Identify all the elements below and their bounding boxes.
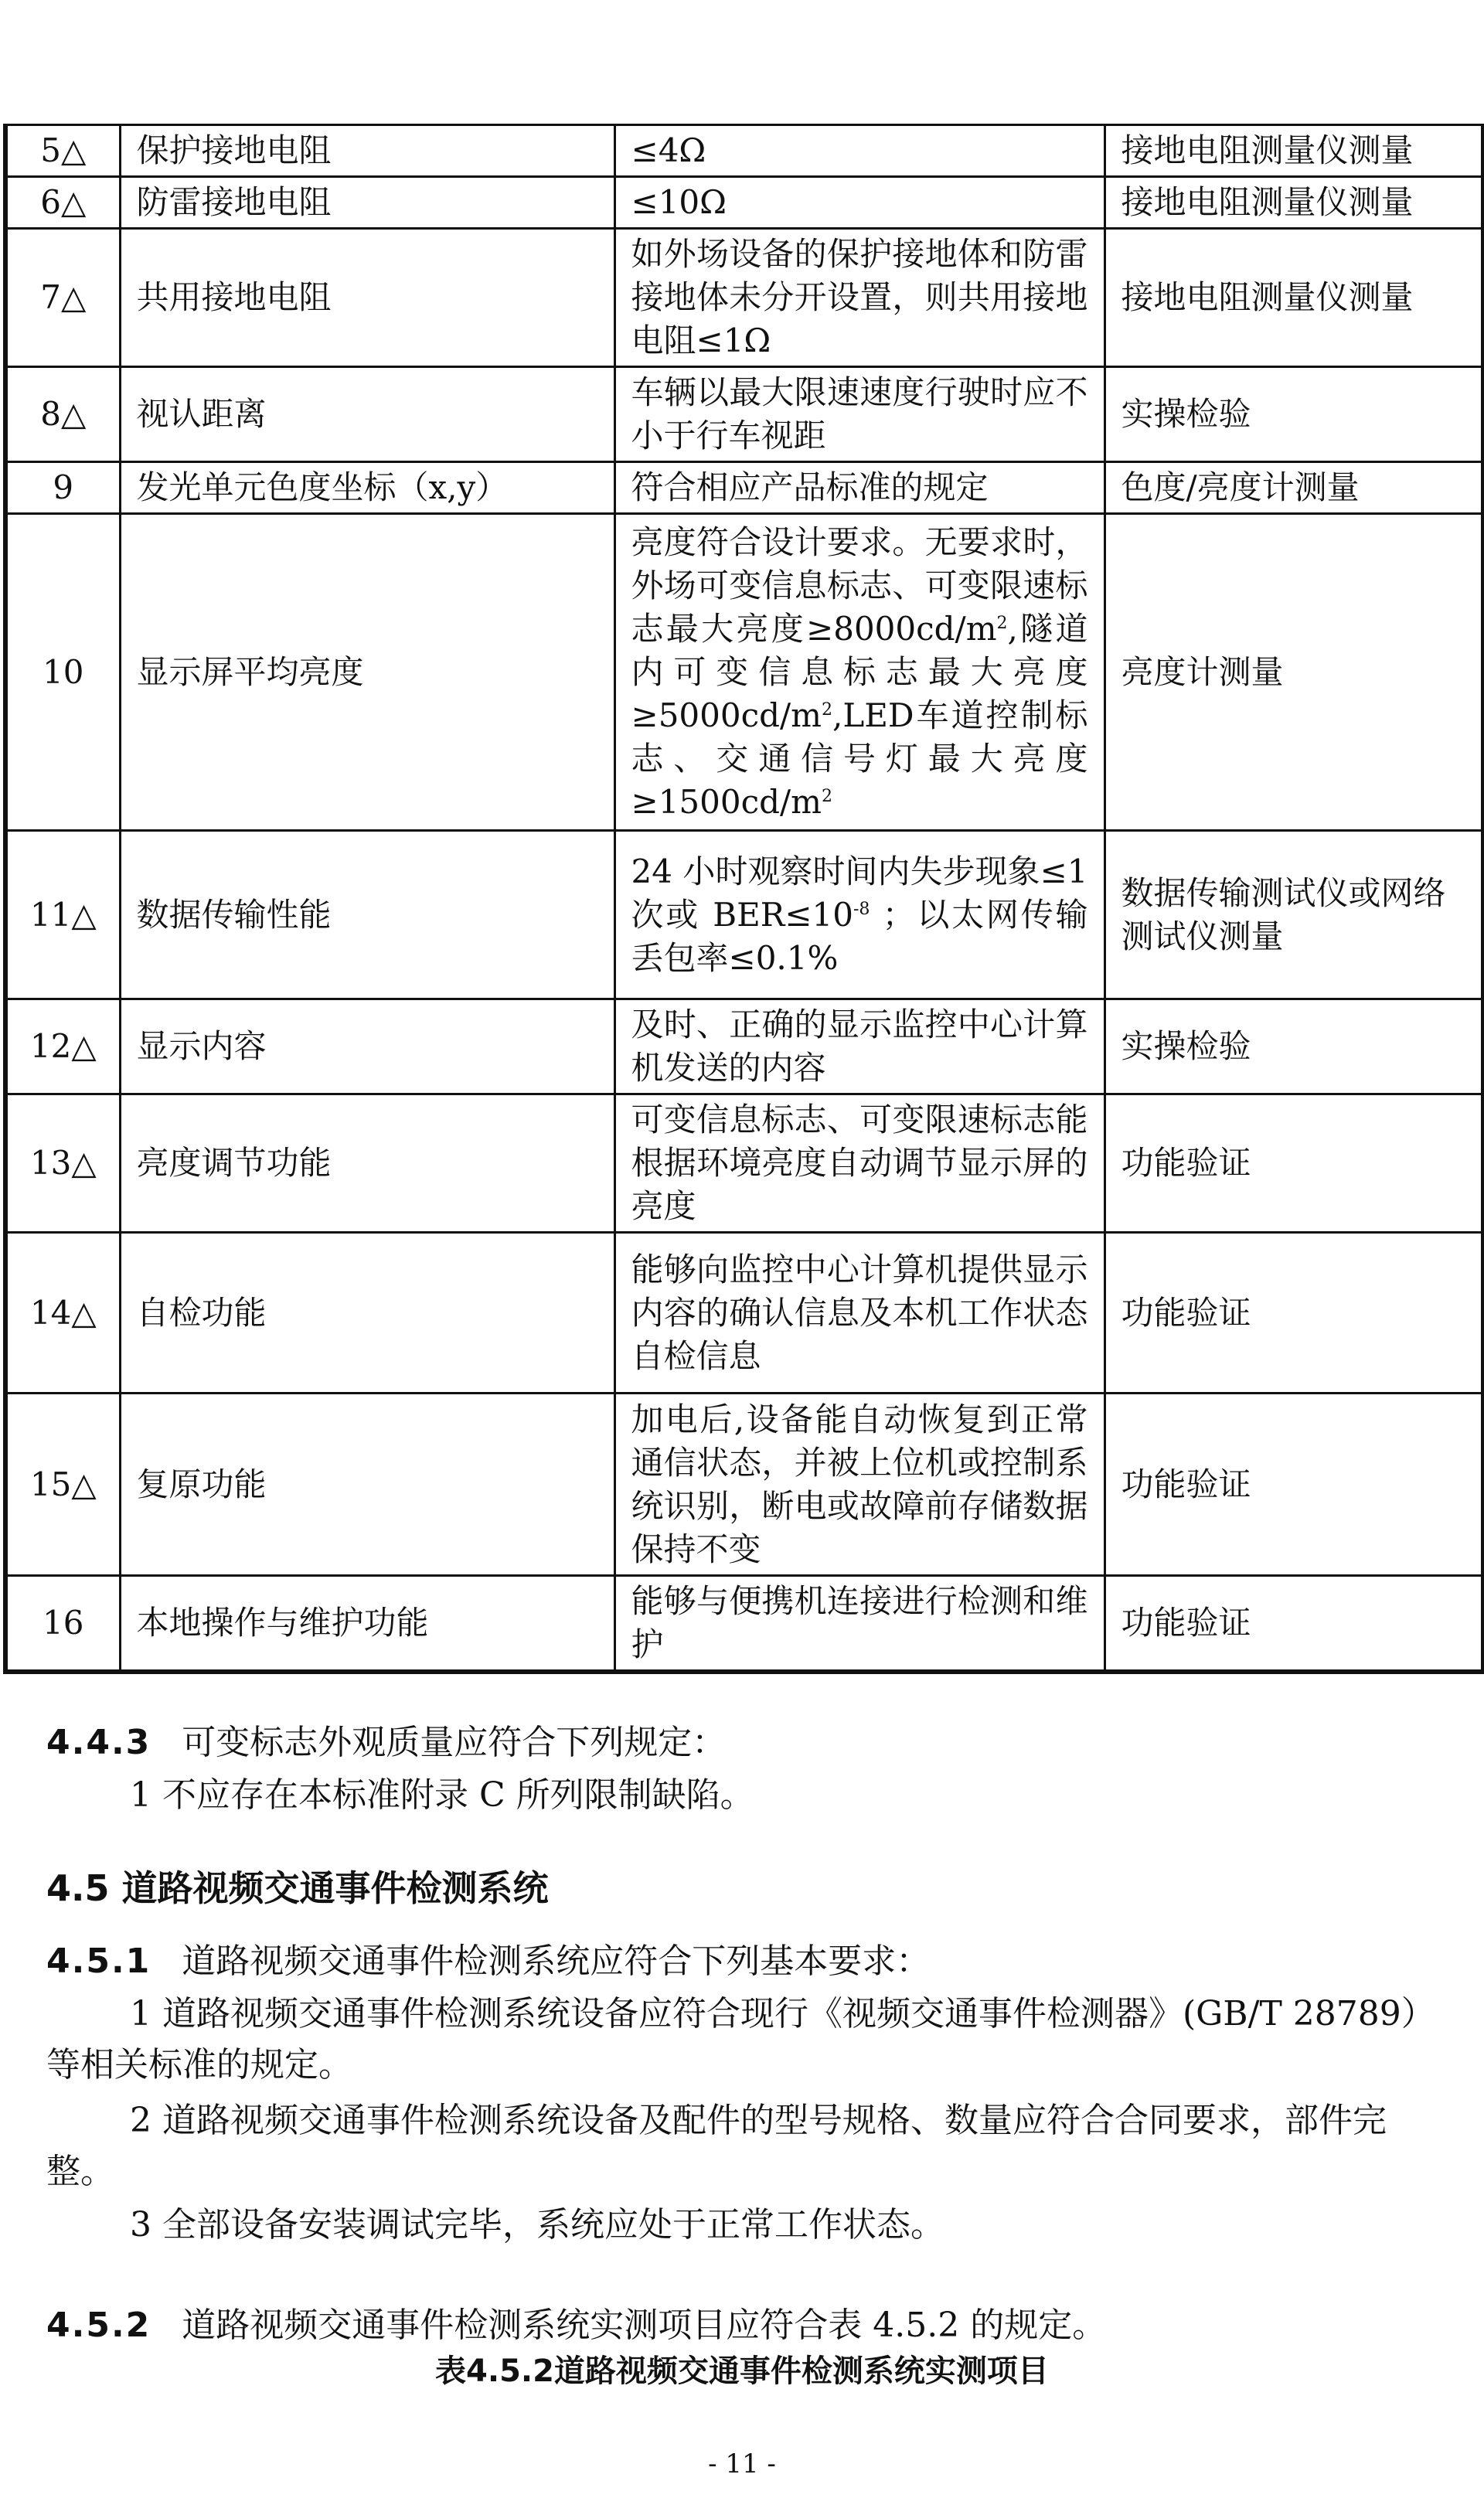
test-method: 数据传输测试仪或网络测试仪测量 <box>1104 831 1483 999</box>
requirement: 如外场设备的保护接地体和防雷接地体未分开设置，则共用接地电阻≤1Ω <box>614 229 1104 367</box>
paragraph-text: 1 不应存在本标准附录 C 所列限制缺陷。 <box>130 1775 754 1815</box>
table-row <box>5 1094 1483 1233</box>
paragraph-text: 2 道路视频交通事件检测系统设备及配件的型号规格、数量应符合合同要求，部件完整。 <box>46 2101 1387 2191</box>
test-method: 接地电阻测量仪测量 <box>1104 125 1483 177</box>
row-number: 16 <box>5 1576 120 1673</box>
test-item: 发光单元色度坐标（x,y） <box>120 462 614 514</box>
test-item: 显示屏平均亮度 <box>120 514 614 831</box>
row-number: 7△ <box>5 229 120 367</box>
row-number: 8△ <box>5 367 120 462</box>
test-item: 数据传输性能 <box>120 831 614 999</box>
table-row <box>5 229 1483 367</box>
paragraph <box>46 1770 1438 1821</box>
page-number: - 11 - <box>708 2449 776 2479</box>
section-heading: 4.5 道路视频交通事件检测系统 <box>46 1867 549 1909</box>
requirement: 加电后,设备能自动恢复到正常通信状态，并被上位机或控制系统识别，断电或故障前存储数据保持不变 <box>614 1394 1104 1576</box>
test-item: 保护接地电阻 <box>120 125 614 177</box>
test-item: 本地操作与维护功能 <box>120 1576 614 1673</box>
test-method: 实操检验 <box>1104 367 1483 462</box>
clause-text: 道路视频交通事件检测系统实测项目应符合表 4.5.2 的规定。 <box>182 2306 1107 2345</box>
test-item: 显示内容 <box>120 999 614 1094</box>
test-method: 接地电阻测量仪测量 <box>1104 229 1483 367</box>
requirement: 可变信息标志、可变限速标志能根据环境亮度自动调节显示屏的亮度 <box>614 1094 1104 1233</box>
test-method: 亮度计测量 <box>1104 514 1483 831</box>
test-method: 功能验证 <box>1104 1233 1483 1394</box>
clause-4-4-3 <box>46 1717 1453 1768</box>
requirement: 及时、正确的显示监控中心计算机发送的内容 <box>614 999 1104 1094</box>
table-row <box>5 831 1483 999</box>
superscript: 2 <box>821 786 832 806</box>
requirement <box>614 831 1104 999</box>
requirement: 能够向监控中心计算机提供显示内容的确认信息及本机工作状态自检信息 <box>614 1233 1104 1394</box>
test-item: 亮度调节功能 <box>120 1094 614 1233</box>
table-row <box>5 1576 1483 1673</box>
table-row <box>5 462 1483 514</box>
table-row <box>5 514 1483 831</box>
requirement: ≤4Ω <box>614 125 1104 177</box>
spec-table-container <box>3 124 1481 1674</box>
clause-text: 可变标志外观质量应符合下列规定： <box>182 1723 727 1762</box>
clause-number: 4.5.1 <box>46 1942 151 1981</box>
requirement-text: 24 小时观察时间内失步现象≤1 次或 BER≤10 <box>631 852 1088 934</box>
requirement-text: ,LED车道控制标志、交通信号灯最大亮度≥1500cd/m <box>631 696 1088 821</box>
superscript: -8 <box>853 899 870 919</box>
clause-4-5-2 <box>46 2300 1453 2351</box>
row-number: 10 <box>5 514 120 831</box>
clause-number: 4.5.2 <box>46 2306 151 2345</box>
row-number: 9 <box>5 462 120 514</box>
clause-4-5-1 <box>46 1936 1453 1987</box>
test-item: 自检功能 <box>120 1233 614 1394</box>
test-method: 实操检验 <box>1104 999 1483 1094</box>
requirement-text: ；以太网传输丢包率≤0.1% <box>631 895 1088 977</box>
table-row <box>5 1394 1483 1576</box>
clause-text: 道路视频交通事件检测系统应符合下列基本要求： <box>182 1942 931 1981</box>
test-item: 共用接地电阻 <box>120 229 614 367</box>
table-row <box>5 125 1483 177</box>
paragraph-text: 3 全部设备安装调试完毕，系统应处于正常工作状态。 <box>130 2205 945 2244</box>
row-number: 5△ <box>5 125 120 177</box>
test-item: 防雷接地电阻 <box>120 177 614 229</box>
row-number: 15△ <box>5 1394 120 1576</box>
table-caption: 表4.5.2道路视频交通事件检测系统实测项目 <box>435 2353 1049 2389</box>
table-row <box>5 177 1483 229</box>
paragraph <box>46 2200 1438 2251</box>
table-row <box>5 999 1483 1094</box>
test-item: 视认距离 <box>120 367 614 462</box>
row-number: 14△ <box>5 1233 120 1394</box>
requirement: 能够与便携机连接进行检测和维护 <box>614 1576 1104 1673</box>
requirement: 符合相应产品标准的规定 <box>614 462 1104 514</box>
test-method: 功能验证 <box>1104 1394 1483 1576</box>
superscript: 2 <box>821 699 832 720</box>
requirement-text: 亮度符合设计要求。无要求时，外场可变信息标志、可变限速标志最大亮度≥8000cd/m <box>631 522 1088 648</box>
row-number: 13△ <box>5 1094 120 1233</box>
paragraph <box>46 1989 1438 2091</box>
requirement: 车辆以最大限速速度行驶时应不小于行车视距 <box>614 367 1104 462</box>
test-method: 功能验证 <box>1104 1576 1483 1673</box>
requirement: ≤10Ω <box>614 177 1104 229</box>
test-method: 接地电阻测量仪测量 <box>1104 177 1483 229</box>
table-row <box>5 1233 1483 1394</box>
row-number: 6△ <box>5 177 120 229</box>
test-method: 功能验证 <box>1104 1094 1483 1233</box>
paragraph <box>46 2095 1438 2197</box>
row-number: 11△ <box>5 831 120 999</box>
superscript: 2 <box>996 613 1008 633</box>
clause-number: 4.4.3 <box>46 1723 151 1762</box>
spec-table <box>3 124 1484 1674</box>
test-item: 复原功能 <box>120 1394 614 1576</box>
row-number: 12△ <box>5 999 120 1094</box>
paragraph-text: 1 道路视频交通事件检测系统设备应符合现行《视频交通事件检测器》(GB/T 28789）等相关标准的规定。 <box>46 1994 1435 2084</box>
requirement-text: ,隧道内可变信息标志最大亮度≥5000cd/m <box>631 609 1088 734</box>
requirement <box>614 514 1104 831</box>
test-method: 色度/亮度计测量 <box>1104 462 1483 514</box>
table-row <box>5 367 1483 462</box>
